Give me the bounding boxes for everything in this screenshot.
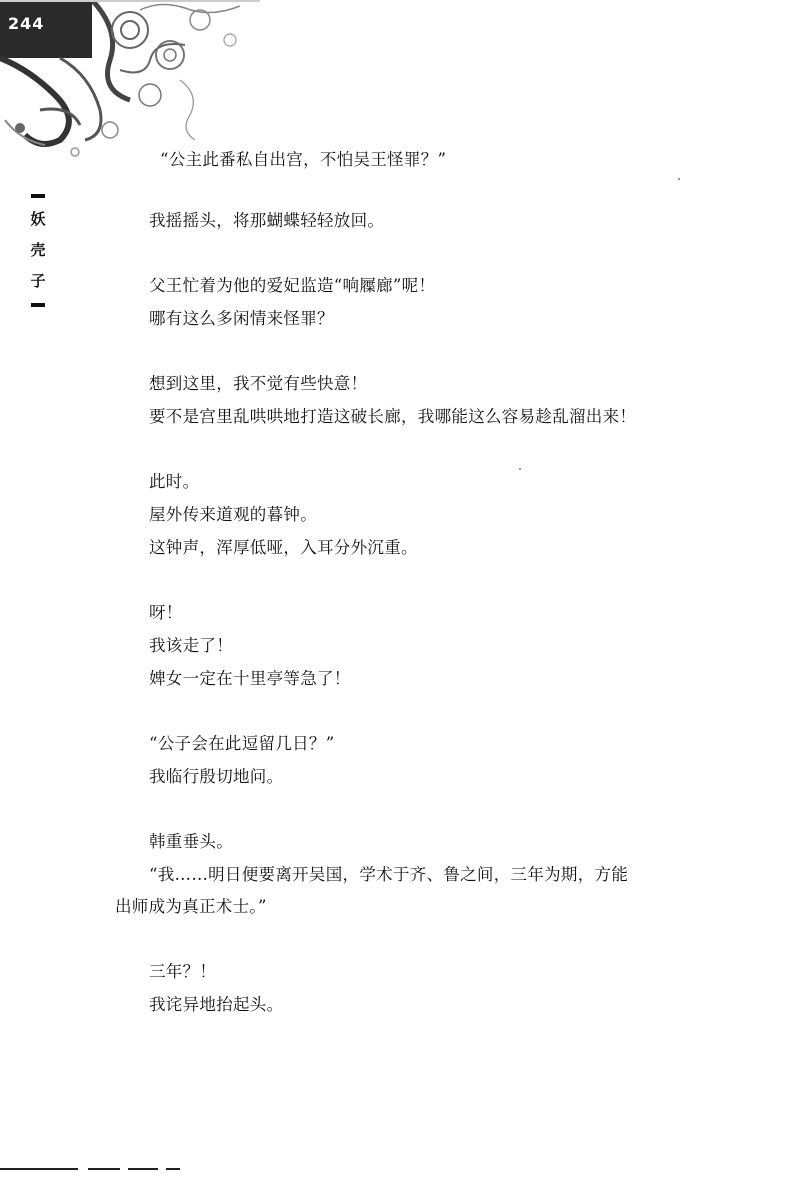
text-line: 我该走了！: [149, 636, 233, 655]
text-line: 此时。: [149, 472, 200, 491]
text-line: 出师成为真正术士。”: [115, 897, 267, 916]
page-number: 244: [8, 14, 45, 33]
text-line: 父王忙着为他的爱妃监造“响屧廊”呢！: [149, 276, 436, 295]
text-line: 要不是宫里乱哄哄地打造这破长廊，我哪能这么容易趁乱溜出来！: [149, 407, 637, 426]
text-line: 我摇摇头，将那蝴蝶轻轻放回。: [149, 211, 385, 230]
text-line: 我诧异地抬起头。: [149, 995, 284, 1014]
text-line: 韩重垂头。: [149, 832, 233, 851]
scan-speck: [678, 178, 680, 180]
title-char: 妖: [30, 210, 46, 228]
footer-rule: [88, 1168, 120, 1170]
text-line: 三年？！: [149, 962, 217, 981]
text-line: 想到这里，我不觉有些快意！: [149, 374, 368, 393]
text-line: 屋外传来道观的暮钟。: [149, 505, 317, 524]
footer-rule: [128, 1168, 158, 1170]
text-line: “公主此番私自出宫，不怕吴王怪罪？”: [160, 150, 447, 169]
title-char: 子: [30, 272, 46, 290]
text-line: 我临行殷切地问。: [149, 767, 284, 786]
text-line: 这钟声，浑厚低哑，入耳分外沉重。: [149, 538, 418, 557]
footer-rule: [166, 1168, 180, 1170]
text-line: 哪有这么多闲情来怪罪？: [149, 309, 334, 328]
text-line: “我……明日便要离开吴国，学术于齐、鲁之间，三年为期，方能: [149, 865, 629, 884]
text-line: “公子会在此逗留几日？”: [149, 734, 335, 753]
scan-speck: [519, 468, 521, 470]
text-line: 呀！: [149, 603, 183, 622]
footer-rule: [0, 1168, 78, 1170]
title-char: 壳: [30, 241, 46, 259]
text-line: 婢女一定在十里亭等急了！: [149, 669, 351, 688]
